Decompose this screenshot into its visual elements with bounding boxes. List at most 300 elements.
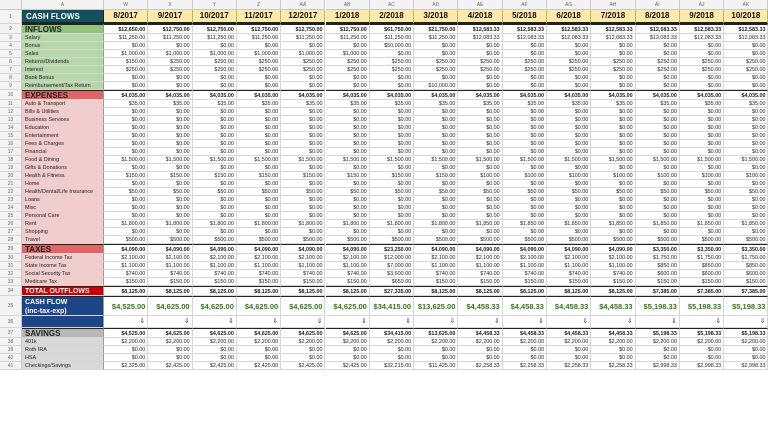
cell-value[interactable]: $1,800.00 [414,220,458,228]
cell-value[interactable]: $8,125.00 [148,286,192,296]
cell-value[interactable]: $0.00 [724,140,768,148]
cell-value[interactable]: $0.00 [547,164,591,172]
cell-value[interactable]: $0.00 [370,50,414,58]
row-number[interactable]: 22 [0,188,22,196]
cell-value[interactable]: $850.00 [724,262,768,270]
cell-value[interactable]: $0.00 [237,346,281,354]
cell-value[interactable]: $0.00 [104,354,148,362]
cell-value[interactable]: $0.00 [547,212,591,220]
cell-value[interactable]: $1,800.00 [326,220,370,228]
cell-value[interactable]: $0.00 [458,204,502,212]
cell-value[interactable]: $50.00 [370,188,414,196]
cell-value[interactable]: $21,750.00 [414,24,458,34]
cell-value[interactable]: $0.00 [503,82,547,90]
cell-value[interactable]: $2,200.00 [414,338,458,346]
cell-value[interactable]: $0.00 [547,42,591,50]
cell-value[interactable]: $0.00 [503,50,547,58]
cell-value[interactable]: $10,000.00 [414,82,458,90]
cell-value[interactable]: $0.00 [414,74,458,82]
cell-value[interactable]: $0.00 [414,196,458,204]
cell-value[interactable]: $0.00 [547,124,591,132]
cell-value[interactable]: $250.00 [281,66,325,74]
cell-value[interactable]: $0.00 [724,74,768,82]
cell-value[interactable]: $0.00 [724,50,768,58]
cell-value[interactable]: $12,750.00 [148,24,192,34]
cell-value[interactable]: $1,500.00 [414,156,458,164]
cell-value[interactable]: $3,350.00 [680,244,724,254]
cell-value[interactable]: $12,750.00 [193,24,237,34]
cell-value[interactable]: $150.00 [281,172,325,180]
cell-value[interactable]: $7,385.00 [724,286,768,296]
cell-value[interactable]: $0.00 [503,124,547,132]
cell-value[interactable]: $3,350.00 [724,244,768,254]
cell-value[interactable]: $0.00 [326,82,370,90]
cell-value[interactable]: $0.00 [591,354,635,362]
cell-value[interactable]: $250.00 [193,58,237,66]
cell-value[interactable]: $4,090.00 [281,244,325,254]
cell-value[interactable]: $0.00 [724,116,768,124]
row-number[interactable]: 2 [0,24,22,34]
cell-value[interactable]: $0.00 [193,148,237,156]
cell-value[interactable]: $0.00 [680,74,724,82]
cell-value[interactable]: $4,625.00 [237,328,281,338]
cell-value[interactable]: $0.00 [104,346,148,354]
row-number[interactable]: 15 [0,132,22,140]
cell-value[interactable]: $250.00 [414,58,458,66]
cell-value[interactable]: $0.00 [148,228,192,236]
row-number[interactable]: 9 [0,82,22,90]
cell-value[interactable]: $2,325.00 [104,362,148,370]
cell-value[interactable]: $0.00 [414,212,458,220]
cell-value[interactable]: $500.00 [547,236,591,244]
cell-value[interactable]: $7,385.00 [680,286,724,296]
cell-value[interactable]: ⇓ [680,316,724,328]
cell-value[interactable]: $100.00 [591,172,635,180]
cell-value[interactable]: $1,500.00 [193,156,237,164]
cell-value[interactable]: $61,750.00 [370,24,414,34]
cell-value[interactable]: $4,458.33 [458,296,502,316]
cell-value[interactable]: $740.00 [148,270,192,278]
row-number[interactable]: 7 [0,66,22,74]
cell-value[interactable]: $0.00 [237,124,281,132]
cell-value[interactable]: $0.00 [326,180,370,188]
cell-value[interactable]: $0.00 [547,108,591,116]
cell-value[interactable]: $0.00 [503,180,547,188]
cell-value[interactable]: $50.00 [547,188,591,196]
cell-value[interactable]: $2,200.00 [503,338,547,346]
cell-value[interactable]: $250.00 [547,66,591,74]
cell-value[interactable]: $740.00 [326,270,370,278]
cell-value[interactable]: $0.00 [281,116,325,124]
row-number[interactable]: 38 [0,338,22,346]
cell-value[interactable]: $0.00 [237,228,281,236]
cell-value[interactable]: $11,425.00 [414,362,458,370]
cell-value[interactable]: $0.00 [281,346,325,354]
cell-value[interactable]: $0.00 [547,354,591,362]
cell-value[interactable]: $4,090.00 [458,244,502,254]
cell-value[interactable]: $0.00 [503,228,547,236]
cell-value[interactable]: $1,500.00 [104,156,148,164]
cell-value[interactable]: $50.00 [104,188,148,196]
cell-value[interactable]: $0.00 [636,148,680,156]
cell-value[interactable]: $0.00 [237,108,281,116]
cell-value[interactable]: $0.00 [636,346,680,354]
cell-value[interactable]: $0.00 [326,132,370,140]
cell-value[interactable]: $1,100.00 [414,262,458,270]
cell-value[interactable]: $0.00 [193,140,237,148]
cell-value[interactable]: $0.00 [503,74,547,82]
cell-value[interactable]: $12,583.33 [591,24,635,34]
cell-value[interactable]: $0.00 [193,204,237,212]
cell-value[interactable]: $0.00 [370,204,414,212]
row-number[interactable]: 17 [0,148,22,156]
column-header-ah[interactable]: AH [591,0,635,10]
row-number[interactable]: 4 [0,42,22,50]
cell-value[interactable]: $5,198.33 [680,296,724,316]
cell-value[interactable]: $0.00 [148,346,192,354]
cell-value[interactable]: $0.00 [370,346,414,354]
cell-value[interactable]: $2,200.00 [326,338,370,346]
cell-value[interactable]: ⇓ [104,316,148,328]
cell-value[interactable]: $0.00 [193,108,237,116]
cell-value[interactable]: $1,750.00 [724,254,768,262]
cell-value[interactable]: $0.00 [591,346,635,354]
cell-value[interactable]: $0.00 [680,164,724,172]
cell-value[interactable]: $11,250.00 [326,34,370,42]
cell-value[interactable]: $0.00 [104,204,148,212]
cell-value[interactable]: $0.00 [724,42,768,50]
cell-value[interactable]: $0.00 [193,346,237,354]
row-number[interactable]: 35 [0,296,22,316]
cell-value[interactable]: $0.00 [591,50,635,58]
cell-value[interactable]: ⇓ [326,316,370,328]
cell-value[interactable]: $0.00 [547,196,591,204]
cell-value[interactable]: $8,125.00 [104,286,148,296]
row-number[interactable]: 27 [0,228,22,236]
cell-value[interactable]: $250.00 [591,58,635,66]
cell-value[interactable]: $4,035.00 [281,90,325,100]
cell-value[interactable]: $5,198.33 [680,328,724,338]
cell-value[interactable]: $0.00 [636,42,680,50]
cell-value[interactable]: $35.00 [636,100,680,108]
cell-value[interactable]: $0.00 [237,212,281,220]
cell-value[interactable]: $0.00 [458,164,502,172]
cell-value[interactable]: $0.00 [370,74,414,82]
cell-value[interactable]: $0.00 [636,82,680,90]
cell-value[interactable]: $0.00 [148,132,192,140]
cell-value[interactable]: $0.00 [680,108,724,116]
cell-value[interactable]: $250.00 [193,66,237,74]
cell-value[interactable]: $250.00 [724,66,768,74]
cell-value[interactable]: $2,100.00 [326,254,370,262]
cell-value[interactable]: $50.00 [680,188,724,196]
cell-value[interactable]: $150.00 [636,278,680,286]
cell-value[interactable]: $1,100.00 [326,262,370,270]
cell-value[interactable]: $1,500.00 [591,156,635,164]
cell-value[interactable]: $1,850.00 [547,220,591,228]
cell-value[interactable]: $0.00 [104,42,148,50]
cell-value[interactable]: $150.00 [458,278,502,286]
cell-value[interactable]: $0.00 [414,108,458,116]
cell-value[interactable]: $4,458.33 [591,296,635,316]
cell-value[interactable]: $0.00 [680,124,724,132]
cell-value[interactable]: $0.00 [547,204,591,212]
cell-value[interactable]: $740.00 [281,270,325,278]
cell-value[interactable]: ⇓ [458,316,502,328]
cell-value[interactable]: $0.00 [370,180,414,188]
cell-value[interactable]: $23,250.00 [370,244,414,254]
cell-value[interactable]: $0.00 [724,212,768,220]
cell-value[interactable]: $0.00 [193,74,237,82]
cell-value[interactable]: $250.00 [326,66,370,74]
cell-value[interactable]: $0.00 [104,140,148,148]
cell-value[interactable]: $1,000.00 [281,50,325,58]
cell-value[interactable]: $11,250.00 [193,34,237,42]
cell-value[interactable]: $50,000.00 [370,42,414,50]
cell-value[interactable]: $0.00 [503,346,547,354]
cell-value[interactable]: $35.00 [724,100,768,108]
cell-value[interactable]: ⇓ [193,316,237,328]
cell-value[interactable]: $4,035.00 [148,90,192,100]
cell-value[interactable]: $2,998.33 [636,362,680,370]
cell-value[interactable]: $250.00 [237,66,281,74]
cell-value[interactable]: $0.00 [370,116,414,124]
cell-value[interactable]: $50.00 [326,188,370,196]
cell-value[interactable]: $2,100.00 [193,254,237,262]
cell-value[interactable]: ⇓ [237,316,281,328]
cell-value[interactable]: $2,100.00 [458,254,502,262]
cell-value[interactable]: $0.00 [458,42,502,50]
cell-value[interactable]: $2,425.00 [237,362,281,370]
cell-value[interactable]: $0.00 [458,228,502,236]
row-number[interactable]: 30 [0,254,22,262]
cell-value[interactable]: $1,500.00 [680,156,724,164]
cell-value[interactable]: $150.00 [414,278,458,286]
cell-value[interactable]: $500.00 [503,236,547,244]
cell-value[interactable]: $0.00 [680,140,724,148]
cell-value[interactable]: ⇓ [591,316,635,328]
cell-value[interactable]: $0.00 [636,140,680,148]
cell-value[interactable]: $13,625.00 [414,328,458,338]
cell-value[interactable]: $2,100.00 [237,254,281,262]
cell-value[interactable]: $0.00 [370,196,414,204]
column-header-ae[interactable]: AE [458,0,502,10]
cell-value[interactable]: $0.00 [724,346,768,354]
cell-value[interactable]: $0.00 [414,42,458,50]
cell-value[interactable]: $1,000.00 [237,50,281,58]
cell-value[interactable]: $740.00 [193,270,237,278]
cell-value[interactable]: $0.00 [326,204,370,212]
cell-value[interactable]: $0.00 [458,196,502,204]
cell-value[interactable]: $0.00 [458,50,502,58]
cell-value[interactable]: $0.00 [193,42,237,50]
cell-value[interactable]: $500.00 [104,236,148,244]
cell-value[interactable]: $1,750.00 [636,254,680,262]
cell-value[interactable]: $2,100.00 [414,254,458,262]
cell-value[interactable]: $0.00 [636,180,680,188]
cell-value[interactable]: $1,000.00 [326,50,370,58]
cell-value[interactable]: $2,425.00 [326,362,370,370]
cell-value[interactable]: $500.00 [636,236,680,244]
cell-value[interactable]: $1,800.00 [281,220,325,228]
cell-value[interactable]: $8,125.00 [237,286,281,296]
cell-value[interactable]: $250.00 [326,58,370,66]
cell-value[interactable]: $0.00 [503,204,547,212]
cell-value[interactable]: $0.00 [414,228,458,236]
cell-value[interactable]: $0.00 [503,140,547,148]
row-number[interactable]: 6 [0,58,22,66]
row-number[interactable]: 5 [0,50,22,58]
cell-value[interactable]: $0.00 [193,164,237,172]
cell-value[interactable]: $0.00 [547,346,591,354]
cell-value[interactable]: $0.00 [326,346,370,354]
cell-value[interactable]: $0.00 [458,108,502,116]
cell-value[interactable]: $0.00 [680,354,724,362]
row-number[interactable]: 12 [0,108,22,116]
cell-value[interactable]: $4,035.00 [237,90,281,100]
cell-value[interactable]: ⇓ [547,316,591,328]
cell-value[interactable]: $0.00 [148,124,192,132]
cell-value[interactable]: ⇓ [724,316,768,328]
cell-value[interactable]: ⇓ [414,316,458,328]
cell-value[interactable]: $0.00 [458,212,502,220]
cell-value[interactable]: $0.00 [281,42,325,50]
cell-value[interactable]: $0.00 [104,164,148,172]
cell-value[interactable]: $250.00 [636,66,680,74]
column-header-y[interactable]: Y [193,0,237,10]
cell-value[interactable]: $250.00 [547,58,591,66]
cell-value[interactable]: $2,200.00 [193,338,237,346]
cell-value[interactable]: $12,083.33 [591,34,635,42]
cell-value[interactable]: $150.00 [370,172,414,180]
cell-value[interactable]: $11,250.00 [237,34,281,42]
column-header-ab[interactable]: AB [326,0,370,10]
row-number[interactable]: 13 [0,116,22,124]
column-header-z[interactable]: Z [237,0,281,10]
row-number[interactable]: 37 [0,328,22,338]
cell-value[interactable]: $1,500.00 [724,156,768,164]
cell-value[interactable]: $11,250.00 [370,34,414,42]
cell-value[interactable]: $8,125.00 [326,286,370,296]
cell-value[interactable]: $4,458.33 [503,296,547,316]
cell-value[interactable]: $0.00 [724,180,768,188]
cell-value[interactable]: $0.00 [414,148,458,156]
cell-value[interactable]: $11,250.00 [281,34,325,42]
cell-value[interactable]: $0.00 [193,132,237,140]
cell-value[interactable]: $150.00 [503,278,547,286]
cell-value[interactable]: $0.00 [326,212,370,220]
cell-value[interactable]: $0.00 [326,108,370,116]
cell-value[interactable]: $0.00 [104,212,148,220]
cell-value[interactable]: $35.00 [281,100,325,108]
cell-value[interactable]: $50.00 [414,188,458,196]
cell-value[interactable]: $150.00 [104,278,148,286]
cell-value[interactable]: $3,350.00 [636,244,680,254]
cell-value[interactable]: $0.00 [104,116,148,124]
cell-value[interactable]: $34,415.00 [370,328,414,338]
cell-value[interactable]: $2,200.00 [680,338,724,346]
row-number[interactable]: 36 [0,316,22,328]
cell-value[interactable]: $0.00 [724,204,768,212]
row-number[interactable]: 41 [0,362,22,370]
cell-value[interactable]: $32,215.00 [370,362,414,370]
cell-value[interactable]: $50.00 [281,188,325,196]
cell-value[interactable]: $0.00 [281,196,325,204]
cell-value[interactable]: $0.00 [326,196,370,204]
cell-value[interactable]: $0.00 [370,354,414,362]
cell-value[interactable]: $0.00 [591,108,635,116]
cell-value[interactable]: $4,458.33 [503,328,547,338]
cell-value[interactable]: $4,090.00 [503,244,547,254]
cell-value[interactable]: $4,090.00 [193,244,237,254]
cell-value[interactable]: $1,500.00 [148,156,192,164]
cell-value[interactable]: $100.00 [680,172,724,180]
cell-value[interactable]: $2,100.00 [503,254,547,262]
cell-value[interactable]: $0.00 [503,196,547,204]
cell-value[interactable]: $50.00 [503,188,547,196]
cell-value[interactable]: $0.00 [503,116,547,124]
cell-value[interactable]: $0.00 [547,116,591,124]
cell-value[interactable]: $250.00 [148,66,192,74]
cell-value[interactable]: $0.00 [237,132,281,140]
row-number[interactable]: 3 [0,34,22,42]
row-number[interactable]: 29 [0,244,22,254]
column-header-w[interactable]: W [104,0,148,10]
cell-value[interactable]: $0.00 [724,108,768,116]
cell-value[interactable]: $150.00 [326,172,370,180]
cell-value[interactable]: $4,090.00 [591,244,635,254]
cell-value[interactable]: $35.00 [503,100,547,108]
row-number[interactable]: 18 [0,156,22,164]
cell-value[interactable]: $1,500.00 [370,156,414,164]
cell-value[interactable]: $7,385.00 [636,286,680,296]
cell-value[interactable]: $0.00 [104,108,148,116]
cell-value[interactable]: $0.00 [547,132,591,140]
row-number[interactable]: 24 [0,204,22,212]
cell-value[interactable]: $50.00 [193,188,237,196]
cell-value[interactable]: $0.00 [636,50,680,58]
cell-value[interactable]: $0.00 [326,228,370,236]
row-number[interactable]: 8 [0,74,22,82]
cell-value[interactable]: $500.00 [370,236,414,244]
cell-value[interactable]: $0.00 [503,148,547,156]
cell-value[interactable]: $150.00 [148,278,192,286]
cell-value[interactable]: $50.00 [591,188,635,196]
cell-value[interactable]: $0.00 [148,116,192,124]
cell-value[interactable]: $12,750.00 [237,24,281,34]
cell-value[interactable]: $0.00 [326,116,370,124]
cell-value[interactable]: $0.00 [680,212,724,220]
cell-value[interactable]: $0.00 [104,228,148,236]
cell-value[interactable]: $0.00 [458,124,502,132]
cell-value[interactable]: $150.00 [680,278,724,286]
row-number[interactable]: 28 [0,236,22,244]
cell-value[interactable]: $4,625.00 [326,296,370,316]
column-header-ak[interactable]: AK [724,0,768,10]
row-number[interactable]: 19 [0,164,22,172]
cell-value[interactable]: $0.00 [636,354,680,362]
cell-value[interactable]: $100.00 [503,172,547,180]
cell-value[interactable]: $1,500.00 [547,156,591,164]
cell-value[interactable]: $11,250.00 [104,34,148,42]
cell-value[interactable]: $0.00 [547,228,591,236]
cell-value[interactable]: $250.00 [104,66,148,74]
cell-value[interactable]: $0.00 [547,140,591,148]
cell-value[interactable]: $1,500.00 [458,156,502,164]
cell-value[interactable]: $600.00 [680,270,724,278]
cell-value[interactable]: $0.00 [636,124,680,132]
cell-value[interactable]: $0.00 [636,108,680,116]
